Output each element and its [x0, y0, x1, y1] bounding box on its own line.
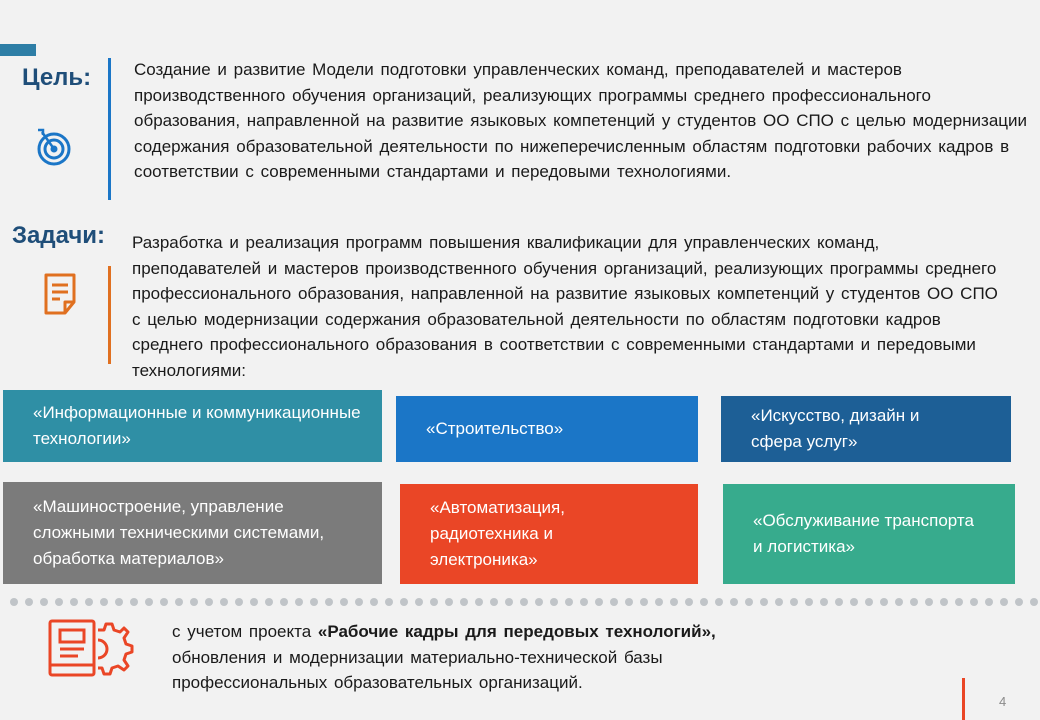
target-icon: [34, 124, 74, 168]
separator-dot: [10, 598, 18, 606]
separator-dot: [370, 598, 378, 606]
separator-dot: [115, 598, 123, 606]
separator-dot: [805, 598, 813, 606]
area-label: «Обслуживание транспорта и логистика»: [753, 511, 974, 556]
separator-dot: [1030, 598, 1038, 606]
separator-dot: [760, 598, 768, 606]
area-label: «Информационные и коммуникационные технологии»: [33, 403, 361, 448]
separator-dot: [145, 598, 153, 606]
separator-dot: [160, 598, 168, 606]
separator-dot: [400, 598, 408, 606]
page-number: 4: [999, 694, 1007, 709]
separator-dot: [130, 598, 138, 606]
separator-dot: [1015, 598, 1023, 606]
separator-dot: [490, 598, 498, 606]
separator-dot: [25, 598, 33, 606]
separator-dot: [535, 598, 543, 606]
separator-dot: [475, 598, 483, 606]
separator-dot: [430, 598, 438, 606]
footer-rest: обновления и модернизации материально-технической базы профессиональных образовательных организаций.: [172, 647, 663, 692]
separator-dot: [175, 598, 183, 606]
separator-dot: [715, 598, 723, 606]
document-icon: [42, 272, 82, 316]
separator-dot: [625, 598, 633, 606]
separator-dot: [340, 598, 348, 606]
area-box-automation: [400, 484, 698, 584]
dotted-separator: [10, 598, 1040, 608]
separator-dot: [835, 598, 843, 606]
separator-dot: [280, 598, 288, 606]
area-box-transport: [723, 484, 1015, 584]
area-label: «Строительство»: [426, 419, 564, 438]
separator-dot: [655, 598, 663, 606]
separator-dot: [700, 598, 708, 606]
separator-dot: [460, 598, 468, 606]
separator-dot: [640, 598, 648, 606]
separator-dot: [790, 598, 798, 606]
tasks-divider: [108, 266, 111, 364]
separator-dot: [505, 598, 513, 606]
separator-dot: [265, 598, 273, 606]
separator-dot: [985, 598, 993, 606]
separator-dot: [310, 598, 318, 606]
separator-dot: [40, 598, 48, 606]
separator-dot: [595, 598, 603, 606]
separator-dot: [820, 598, 828, 606]
separator-dot: [775, 598, 783, 606]
goal-heading: Цель:: [22, 64, 92, 91]
separator-dot: [895, 598, 903, 606]
separator-dot: [610, 598, 618, 606]
area-label: «Машиностроение, управление сложными техническими системами, обработка материалов»: [33, 497, 325, 568]
separator-dot: [1000, 598, 1008, 606]
separator-dot: [220, 598, 228, 606]
footer-text: [172, 619, 812, 696]
separator-dot: [415, 598, 423, 606]
separator-dot: [85, 598, 93, 606]
goal-divider: [108, 58, 111, 200]
separator-dot: [970, 598, 978, 606]
separator-dot: [550, 598, 558, 606]
project-name: «Рабочие кадры для передовых технологий»,: [317, 622, 716, 641]
separator-dot: [850, 598, 858, 606]
separator-dot: [685, 598, 693, 606]
separator-dot: [745, 598, 753, 606]
book-gear-icon: [46, 618, 134, 680]
separator-dot: [55, 598, 63, 606]
separator-dot: [235, 598, 243, 606]
tasks-heading: Задачи:: [12, 222, 106, 249]
separator-dot: [295, 598, 303, 606]
separator-dot: [100, 598, 108, 606]
separator-dot: [205, 598, 213, 606]
page-number-divider: [962, 678, 965, 720]
separator-dot: [250, 598, 258, 606]
separator-dot: [325, 598, 333, 606]
separator-dot: [355, 598, 363, 606]
area-label: «Искусство, дизайн и сфера услуг»: [751, 406, 920, 451]
separator-dot: [670, 598, 678, 606]
separator-dot: [910, 598, 918, 606]
top-accent-bar: [0, 44, 36, 56]
area-box-it: [3, 390, 382, 462]
goal-text: Создание и развитие Модели подготовки управленческих команд, преподавателей и мастеров производственного обучения организаций, реализующих программы среднего профессионального образования, направленной на развитие языковых компетенций у студентов ОО СПО с целью модернизации содержания образовательной деятельности по нижеперечисленным областям подготовки рабочих кадров в соответствии с современными стандартами и передовыми технологиями.: [134, 60, 1028, 181]
separator-dot: [880, 598, 888, 606]
area-box-construction: [396, 396, 698, 462]
separator-dot: [520, 598, 528, 606]
separator-dot: [190, 598, 198, 606]
footer-prefix: с учетом проекта: [172, 622, 318, 641]
separator-dot: [580, 598, 588, 606]
separator-dot: [385, 598, 393, 606]
separator-dot: [730, 598, 738, 606]
separator-dot: [445, 598, 453, 606]
separator-dot: [865, 598, 873, 606]
separator-dot: [565, 598, 573, 606]
separator-dot: [940, 598, 948, 606]
separator-dot: [70, 598, 78, 606]
tasks-text: Разработка и реализация программ повышения квалификации для управленческих команд, преподавателей и мастеров производственного обучения организаций, реализующих программы среднего профессионального образования, направленной на развитие языковых компетенций у студентов ОО СПО с целью модернизации содержания образовательной деятельности по областям подготовки кадров среднего профессионального образования в соответствии с современными стандартами и передовыми технологиями:: [132, 233, 998, 380]
area-box-machine-building: [3, 482, 382, 584]
separator-dot: [955, 598, 963, 606]
area-label: «Автоматизация, радиотехника и электроника»: [430, 498, 565, 569]
area-box-arts-design: [721, 396, 1011, 462]
separator-dot: [925, 598, 933, 606]
